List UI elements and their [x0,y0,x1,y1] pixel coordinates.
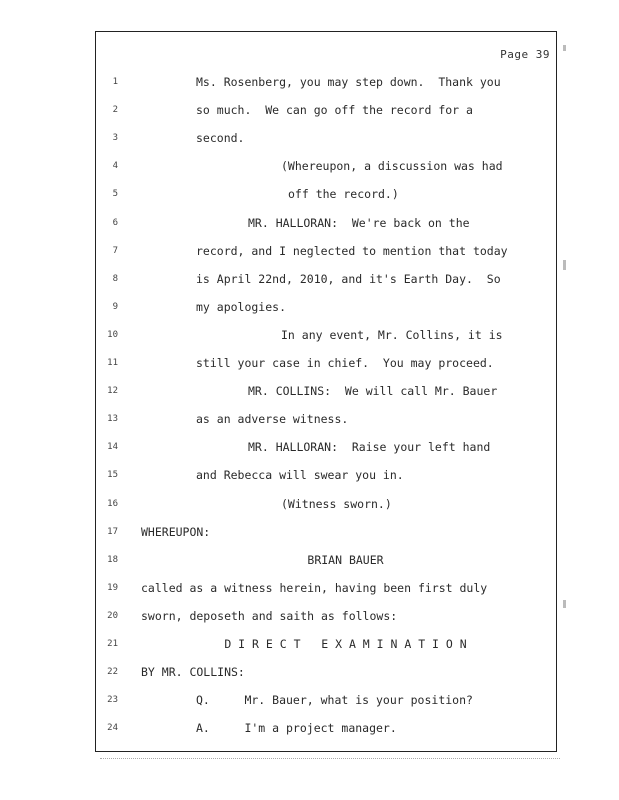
line-number: 16 [107,498,118,509]
transcript-line [96,437,556,457]
line-number: 5 [112,189,118,200]
line-text: MR. HALLORAN: We're back on the [248,215,470,230]
line-number: 13 [107,414,118,425]
transcript-line [96,72,556,92]
transcript-line [96,241,556,261]
line-text: off the record.) [288,187,399,202]
line-number: 10 [107,329,118,340]
line-number: 19 [107,582,118,593]
transcript-line [96,381,556,401]
transcript-line [96,297,556,317]
line-text: called as a witness herein, having been first duly [141,580,488,595]
transcript-line [96,718,556,738]
line-text: (Whereupon, a discussion was had [281,159,503,174]
transcript-line [96,128,556,148]
line-number: 1 [112,77,118,87]
line-number: 23 [107,695,118,706]
transcript-line [96,156,556,176]
line-text: WHEREUPON: [141,524,211,539]
line-text: Q. Mr. Bauer, what is your position? [196,693,473,708]
line-number: 9 [112,301,118,312]
line-number: 8 [112,273,118,284]
transcript-line [96,606,556,626]
line-number: 11 [107,358,118,368]
transcript-line [96,353,556,373]
transcript-line [96,662,556,682]
line-text: still your case in chief. You may proceed. [196,356,494,370]
line-text: D I R E C T E X A M I N A T I O N [224,637,467,651]
line-number: 7 [112,245,118,256]
line-number: 17 [107,526,118,537]
line-text: MR. COLLINS: We will call Mr. Bauer [248,384,498,399]
line-number: 3 [112,133,118,144]
line-text: (Witness sworn.) [281,496,392,511]
line-text: BY MR. COLLINS: [141,665,245,680]
transcript-line [96,465,556,485]
line-number: 15 [107,470,118,481]
line-number: 6 [112,217,118,228]
line-text: sworn, deposeth and saith as follows: [141,608,398,623]
line-number: 2 [112,105,118,116]
transcript-line [96,269,556,289]
binding-mark [563,600,566,608]
transcript-line [96,690,556,710]
line-text: MR. HALLORAN: Raise your left hand [248,440,491,455]
line-text: record, and I neglected to mention that today [196,243,508,258]
line-text: BRIAN BAUER [307,552,384,567]
line-text: as an adverse witness. [196,412,349,427]
line-number: 20 [107,610,118,621]
transcript-line [96,409,556,429]
line-text: In any event, Mr. Collins, it is [281,327,503,342]
transcript-page [95,31,557,752]
line-number: 21 [107,639,118,649]
page-number: Page 39 [500,48,550,61]
transcript-line [96,634,556,654]
transcript-line [96,522,556,542]
line-number: 18 [107,554,118,565]
line-text: A. I'm a project manager. [196,721,397,736]
transcript-line [96,578,556,598]
transcript-line [96,550,556,570]
line-number: 4 [112,161,118,172]
line-text: second. [196,131,245,146]
transcript-line [96,325,556,345]
binding-mark [563,260,566,270]
line-text: is April 22nd, 2010, and it's Earth Day. So [196,271,501,286]
binding-mark [563,45,566,51]
line-number: 12 [107,386,118,397]
line-text: so much. We can go off the record for a [196,103,473,118]
scan-footer-rule [100,758,560,760]
transcript-line [96,184,556,204]
line-number: 14 [107,442,118,453]
line-text: Ms. Rosenberg, you may step down. Thank you [196,75,501,89]
transcript-line [96,213,556,233]
line-number: 24 [107,723,118,734]
line-text: my apologies. [196,299,287,314]
transcript-line [96,100,556,120]
line-text: and Rebecca will swear you in. [196,468,404,483]
line-number: 22 [107,667,118,678]
transcript-line [96,494,556,514]
